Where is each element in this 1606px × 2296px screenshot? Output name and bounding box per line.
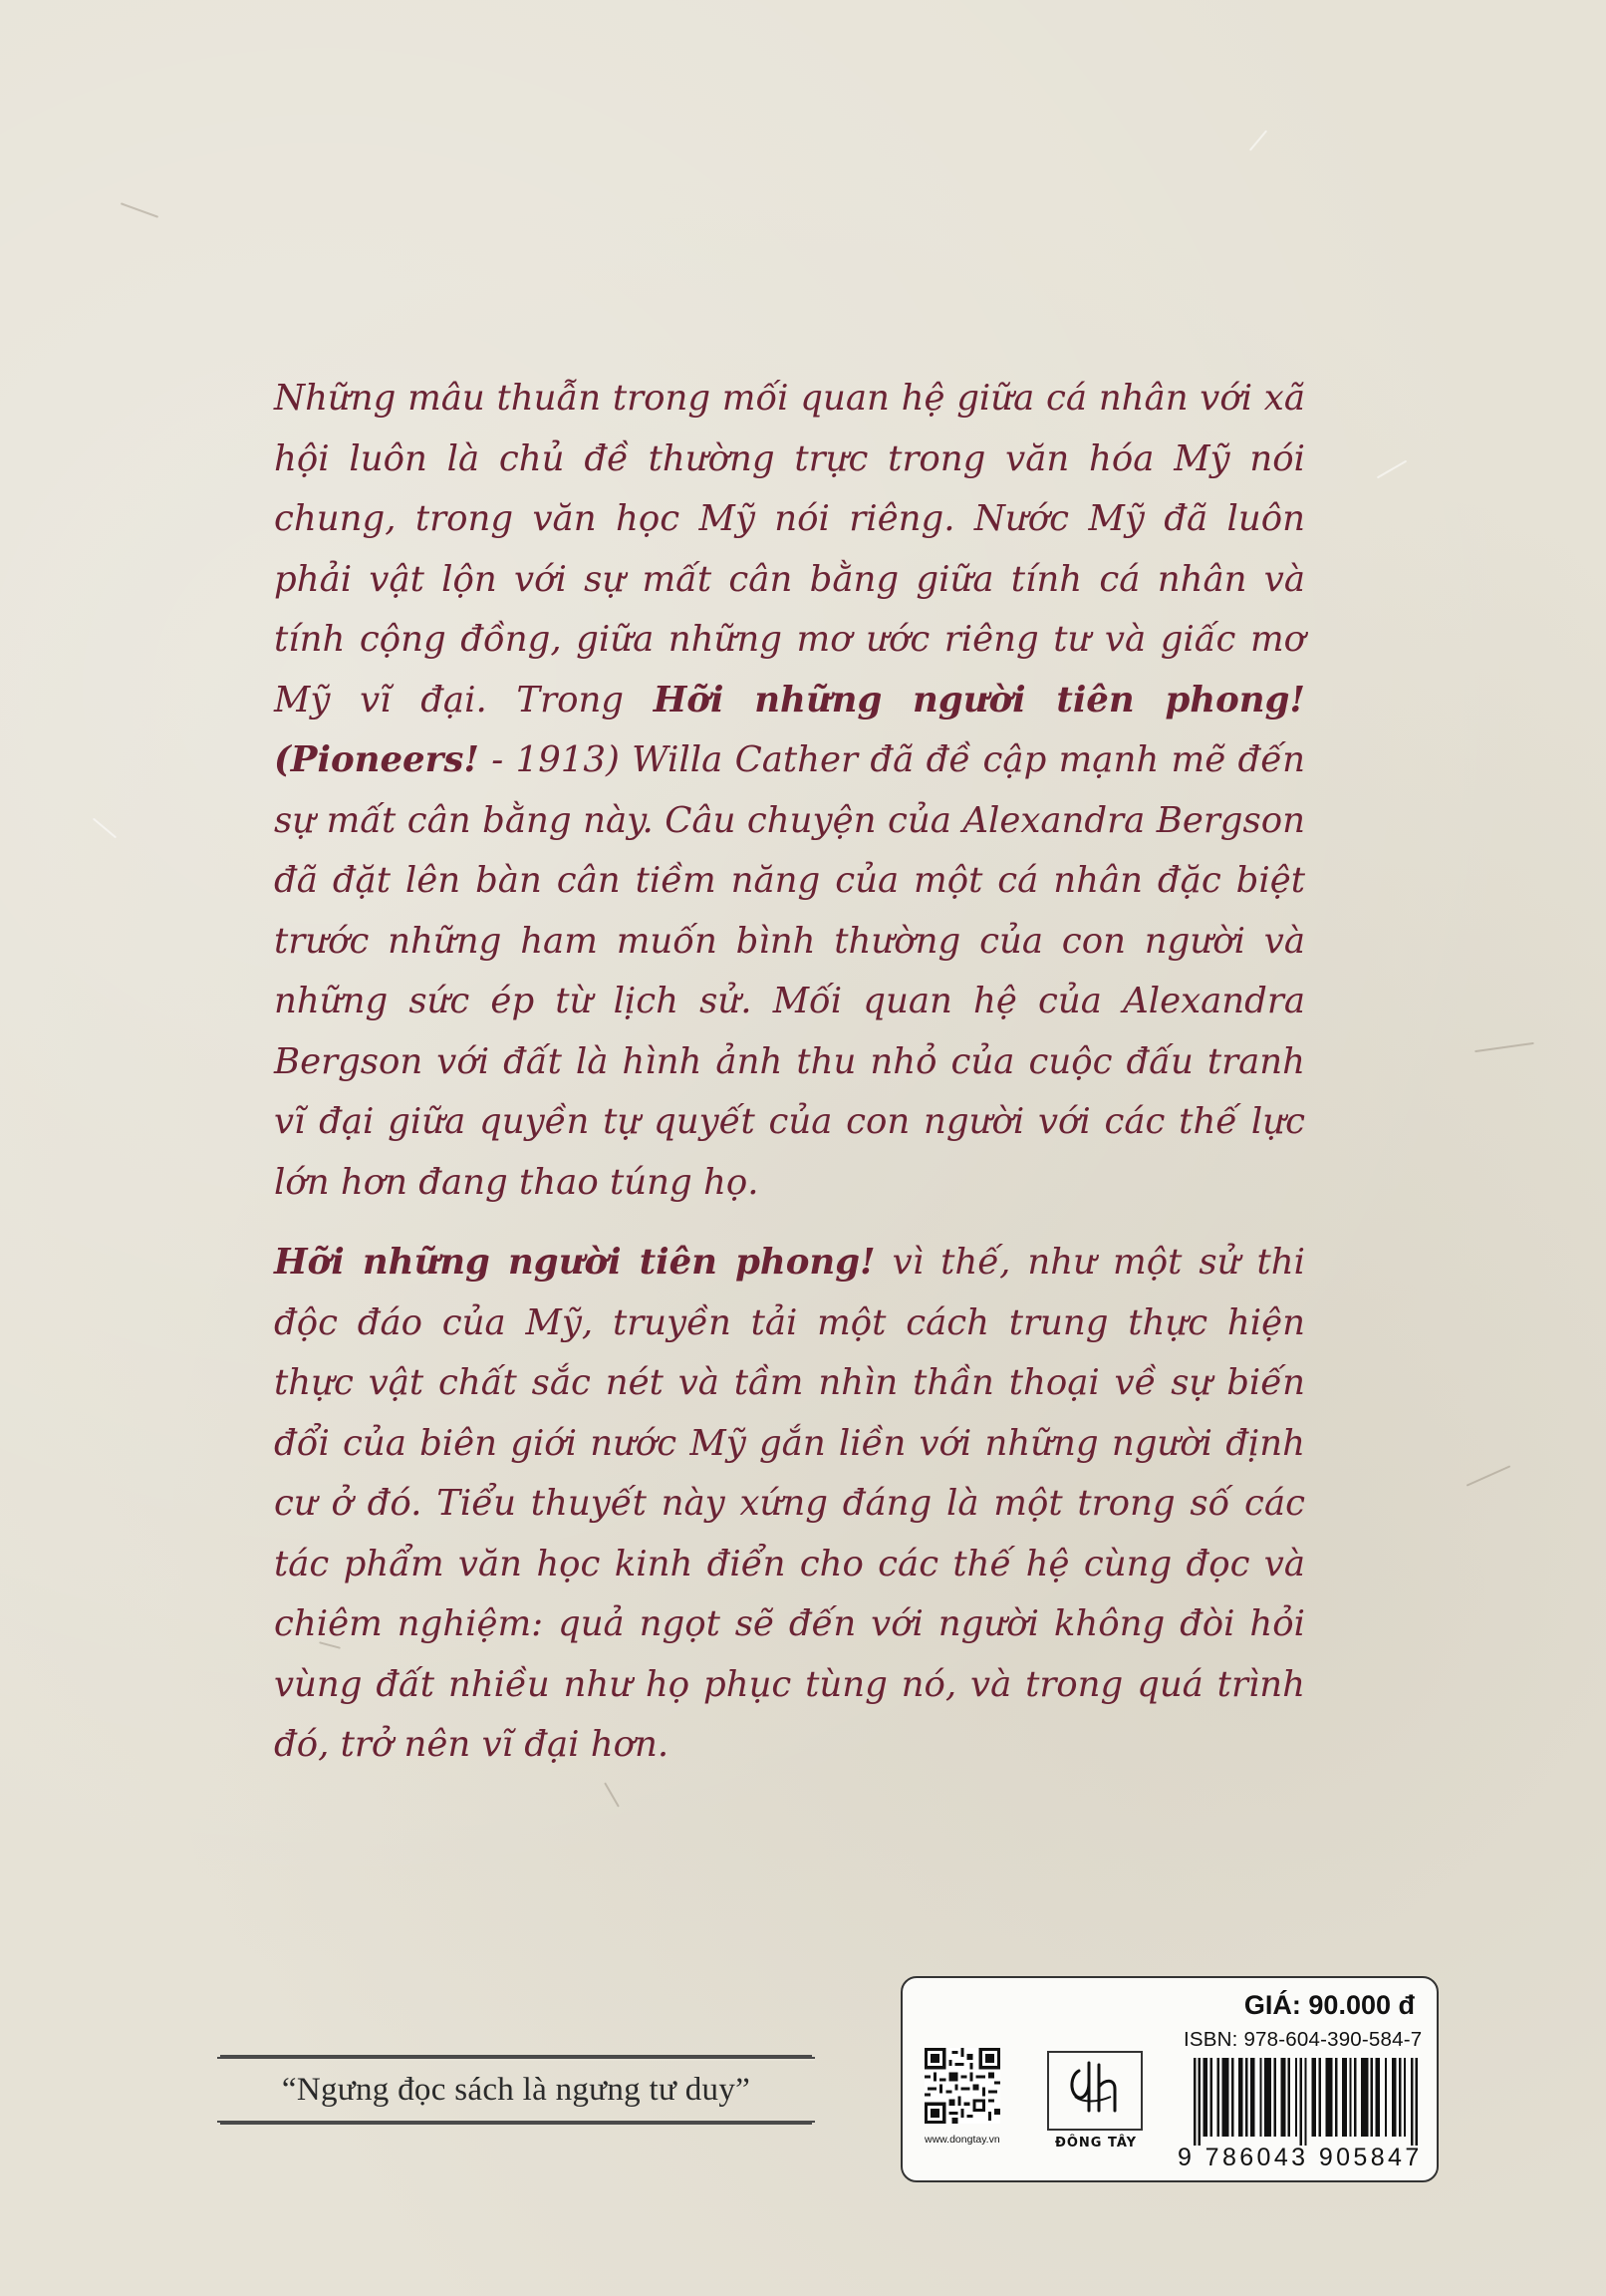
publisher-name: ĐÔNG TÂY [1054, 2136, 1138, 2151]
description-paragraph-2 [274, 1233, 1305, 1776]
paper-fiber [1377, 460, 1407, 479]
book-title-emphasis: Hỡi những người tiên phong! (Pioneers! [274, 679, 1305, 780]
paper-fiber [1467, 1465, 1511, 1486]
description-paragraph-1 [274, 369, 1305, 1213]
publisher-logo [1047, 2051, 1143, 2131]
paragraph-text: Những mâu thuẫn trong mối quan hệ giữa cá nhân với xã hội luôn là chủ đề thường trực trong văn hóa Mỹ nói chung, trong văn học Mỹ nói riêng. Nước Mỹ đã luôn phải vật lộn với sự mất cân bằng giữa tính cá nhân và tính cộng đồng, giữa những mơ ước riêng tư và giấc mơ Mỹ vĩ đại. Trong [274, 378, 1305, 720]
book-description [274, 369, 1305, 1776]
motto-quote: “Ngưng đọc sách là ngưng tư duy” [281, 2071, 751, 2108]
paper-fiber [1474, 1042, 1534, 1052]
barcode-card [901, 1976, 1439, 2182]
website-label: www.dongtay.vn [925, 2134, 1000, 2146]
paragraph-text: vì thế, như một sử thi độc đáo của Mỹ, truyền tải một cách trung thực hiện thực vật chất sắc nét và tầm nhìn thần thoại về sự biến đổi của biên giới nước Mỹ gắn liền với những người định cư ở đó. Tiểu thuyết này xứng đáng là một trong số các tác phẩm văn học kinh điển cho các thế hệ cùng đọc và chiêm nghiệm: quả ngọt sẽ đến với người không đòi hỏi vùng đất nhiều như họ phục tùng nó, và trong quá trình đó, trở nên vĩ đại hơn. [274, 1242, 1305, 1765]
isbn-label: ISBN: 978-604-390-584-7 [1184, 2028, 1423, 2051]
paper-fiber [121, 202, 158, 218]
barcode-icon [1194, 2058, 1418, 2146]
qr-code-icon [925, 2048, 1000, 2124]
paper-fiber [604, 1782, 620, 1807]
book-title-emphasis: Hỡi những người tiên phong! [274, 1242, 876, 1283]
price-label: GIÁ: 90.000 đ [1243, 1990, 1415, 2020]
publisher-logo-icon [1049, 2053, 1141, 2129]
motto-box [217, 2057, 815, 2123]
paper-fiber [1249, 130, 1267, 150]
paragraph-text: - 1913) Willa Cather đã đề cập mạnh mẽ đến sự mất cân bằng này. Câu chuyện của Alexandra Bergson đã đặt lên bàn cân tiềm năng của một cá nhân đặc biệt trước những ham muốn bình thường của con người và những sức ép từ lịch sử. Mối quan hệ của Alexandra Bergson với đất là hình ảnh thu nhỏ của cuộc đấu tranh vĩ đại giữa quyền tự quyết của con người với các thế lực lớn hơn đang thao túng họ. [274, 739, 1305, 1203]
paper-fiber [93, 818, 117, 839]
barcode-number: 9 786043 905847 [1178, 2144, 1423, 2171]
